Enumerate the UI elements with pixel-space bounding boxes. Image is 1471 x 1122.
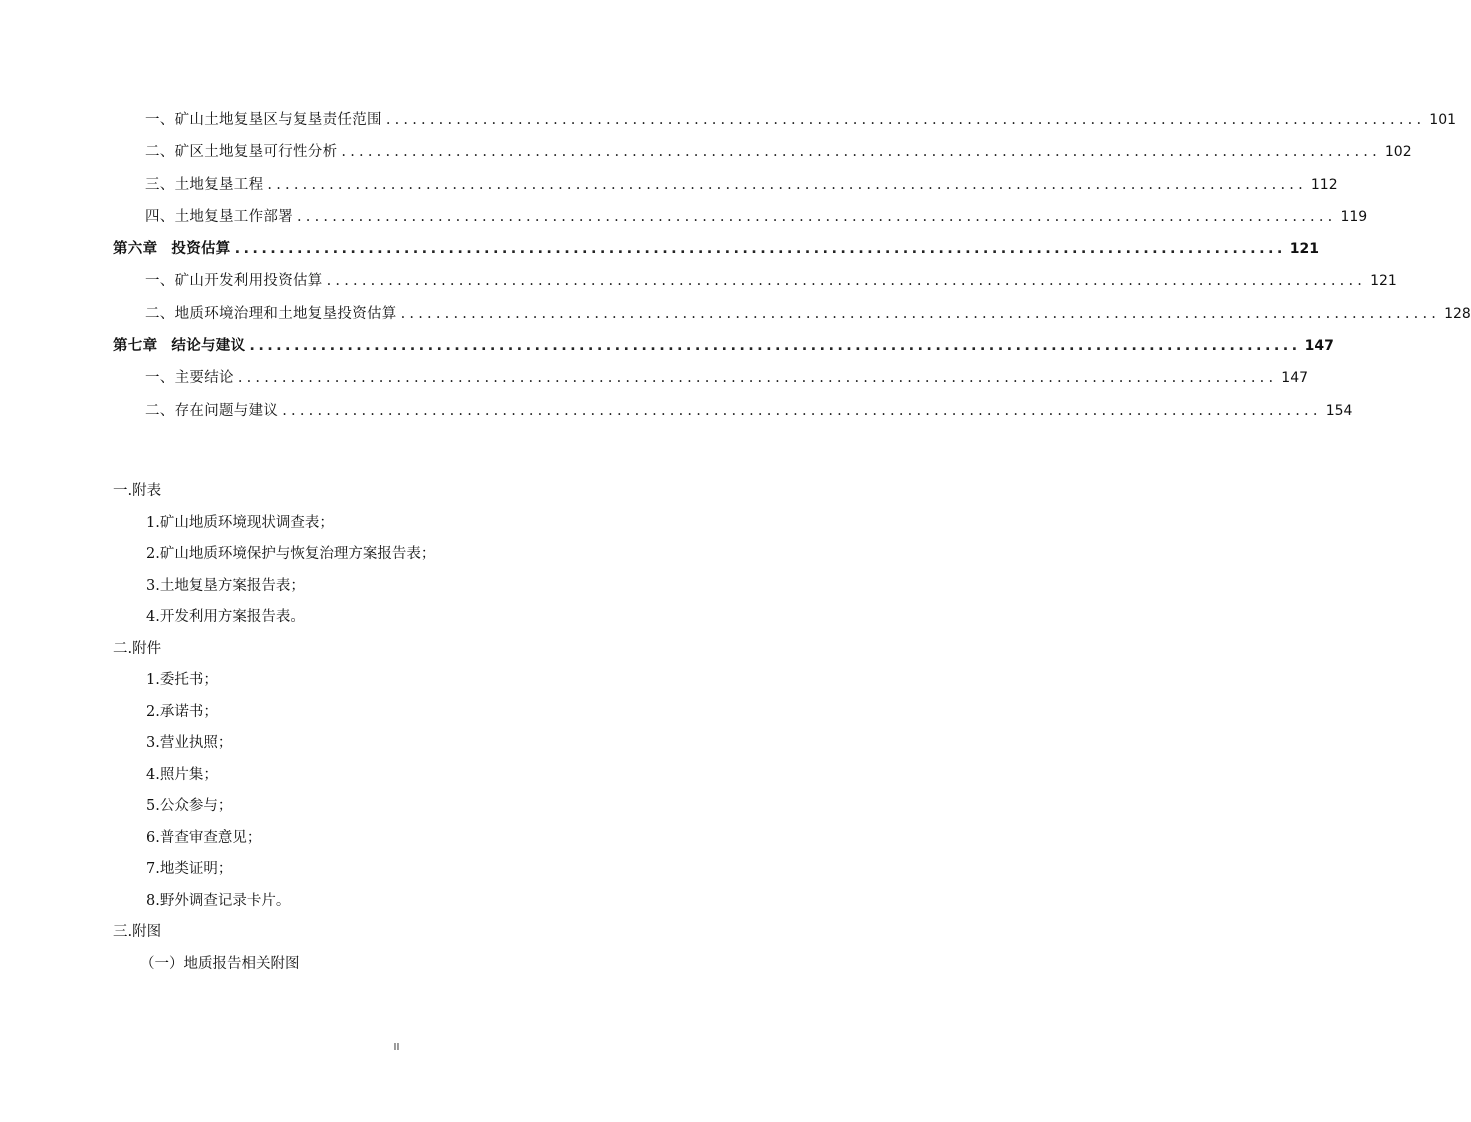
list-item: 4.开发利用方案报告表。 <box>146 609 305 625</box>
page-number: II <box>393 1042 400 1053</box>
toc-entry-label: 四、土地复垦工作部署 <box>145 208 293 225</box>
chapter-title: 结论与建议 <box>171 338 246 355</box>
list-item: 8.野外调查记录卡片。 <box>146 892 291 909</box>
toc-entry[interactable] <box>113 173 1338 205</box>
toc-page-number: 128 <box>1444 305 1471 322</box>
list-item: 2.承诺书； <box>146 703 218 720</box>
toc-leader-dots: ...................................................................................................................... <box>400 305 1441 322</box>
list-item: 1.委托书； <box>146 672 218 688</box>
toc-entry-label: 二、地质环境治理和土地复垦投资估算 <box>145 305 397 322</box>
toc-page-number: 147 <box>1304 338 1334 355</box>
toc-leader-dots: ...................................................................................................................... <box>297 208 1337 225</box>
toc-entry[interactable] <box>113 205 1368 237</box>
toc-page-number: 119 <box>1340 208 1368 225</box>
toc-entry-label: 一、主要结论 <box>145 370 234 387</box>
appendix-figures-subgroup: （一）地质报告相关附图 <box>140 955 300 972</box>
toc-leader-dots: ...................................................................................................................... <box>234 241 1286 258</box>
toc-entry-label: 一、矿山土地复垦区与复垦责任范围 <box>145 112 382 128</box>
toc-entry[interactable] <box>113 366 1309 398</box>
chapter-number: 第七章 <box>113 338 158 355</box>
list-item: 6.普查审查意见； <box>146 829 262 846</box>
list-item: 7.地类证明； <box>146 861 233 877</box>
toc-chapter-entry[interactable] <box>113 237 1320 269</box>
list-item: 5.公众参与； <box>146 798 233 814</box>
toc-chapter-entry[interactable] <box>113 334 1334 366</box>
toc-leader-dots: ...................................................................................................................... <box>237 370 1278 387</box>
toc-entry[interactable] <box>113 302 1471 334</box>
list-item: 4.照片集； <box>146 766 218 783</box>
toc-entry[interactable] <box>113 269 1397 301</box>
toc-leader-dots: ...................................................................................................................... <box>282 402 1322 419</box>
toc-page-number: 112 <box>1310 176 1338 193</box>
chapter-number: 第六章 <box>113 241 158 258</box>
toc-entry-label: 三、土地复垦工程 <box>145 176 264 193</box>
toc-leader-dots: ...................................................................................................................... <box>267 176 1307 193</box>
appendix-attachments-title: 二.附件 <box>113 640 162 657</box>
toc-entry[interactable] <box>113 399 1353 431</box>
appendix-figures-title: 三.附图 <box>113 924 162 940</box>
toc-page-number: 147 <box>1281 370 1309 387</box>
toc-leader-dots: ...................................................................................................................... <box>341 144 1381 161</box>
toc-entry-label: 二、存在问题与建议 <box>145 402 279 419</box>
list-item: 1.矿山地质环境现状调查表； <box>146 514 334 531</box>
chapter-title: 投资估算 <box>171 241 231 258</box>
toc-leader-dots: ...................................................................................................................... <box>326 273 1367 290</box>
list-item: 3.土地复垦方案报告表； <box>146 577 305 594</box>
toc-entry[interactable] <box>113 140 1412 172</box>
appendix-list <box>113 476 673 980</box>
toc-page-number: 154 <box>1325 402 1353 419</box>
toc-page-number: 121 <box>1289 241 1320 258</box>
toc-page-number: 121 <box>1370 273 1397 290</box>
list-item: 3.营业执照； <box>146 735 233 751</box>
table-of-contents <box>113 108 1471 431</box>
toc-entry[interactable] <box>113 108 1457 140</box>
toc-leader-dots: ...................................................................................................................... <box>385 112 1426 128</box>
toc-entry-label: 二、矿区土地复垦可行性分析 <box>145 144 338 161</box>
toc-page-number: 102 <box>1384 144 1412 161</box>
toc-leader-dots: ...................................................................................................................... <box>249 338 1301 355</box>
toc-page-number: 101 <box>1429 112 1457 128</box>
appendix-tables-title: 一.附表 <box>113 483 162 499</box>
list-item: 2.矿山地质环境保护与恢复治理方案报告表； <box>146 546 436 562</box>
toc-entry-label: 一、矿山开发利用投资估算 <box>145 273 323 290</box>
